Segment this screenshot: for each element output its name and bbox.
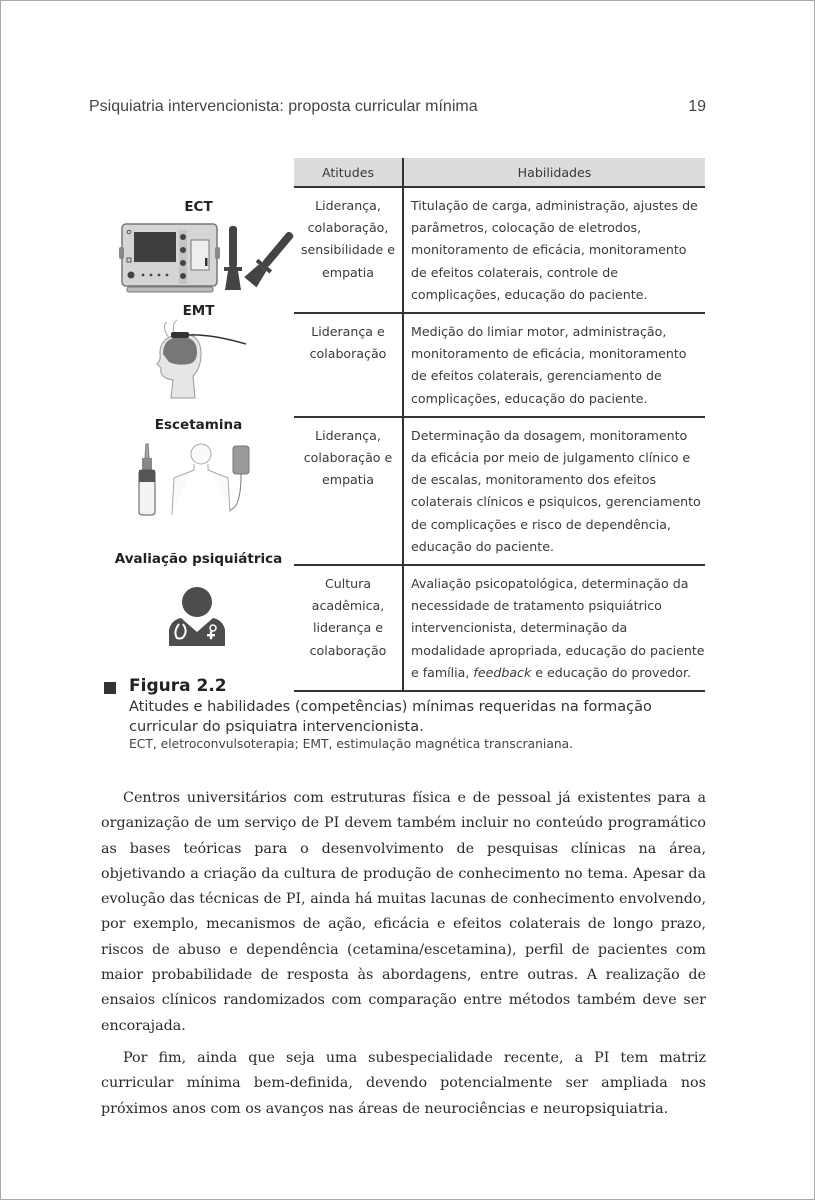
table-header-row [294, 158, 705, 187]
habilidades-cell: Determinação da dosagem, monitoramento da eficácia por meio de julgamento clínico e de escalas, monitoramento dos efeitos colaterais clínicos e psiquicos, gerenciamento de complicações e risco de dependência, educação do paciente. [403, 417, 705, 565]
caption-abbreviations: ECT, eletroconvulsoterapia; EMT, estimulação magnética transcraniana. [129, 737, 574, 751]
body-text [101, 786, 706, 1122]
atitudes-cell: Liderança e colaboração [294, 313, 403, 417]
running-head-title: Psiquiatria intervencionista: proposta curricular mínima [89, 98, 478, 115]
caption-square-icon [104, 682, 116, 694]
header-habilidades: Habilidades [403, 158, 705, 187]
table-row [294, 417, 705, 565]
atitudes-cell: Liderança, colaboração e empatia [294, 417, 403, 565]
competencies-table [294, 158, 705, 692]
row-label-emt: EMT [182, 303, 215, 319]
paragraph: Centros universitários com estruturas física e de pessoal já existentes para a organização de um serviço de PI devem também incluir no conteúdo programático as bases teóricas para o desenvolvimento de pesquisas clínicas na área, objetivando a criação da cultura de produção de conhecimento no tema. Apesar da evolução das técnicas de PI, ainda há muitas lacunas de conhecimento envolvendo, por exemplo, mecanismos de ação, eficácia e efeitos colaterais de longo prazo, riscos de abuso e dependência (cetamina/escetamina), perfil de pacientes com maior probabilidade de resposta às abordagens, entre outras. A realização de ensaios clínicos randomizados com comparação entre métodos também deve ser encorajada. [101, 790, 706, 1034]
habilidades-cell: Titulação de carga, administração, ajustes de parâmetros, colocação de eletrodos, monitoramento de eficácia, monitoramento de efeitos colaterais, controle de complicações, educação do paciente. [403, 187, 705, 313]
row-label-avaliacao: Avaliação psiquiátrica [114, 551, 283, 567]
habilidades-cell: Medição do limiar motor, administração, monitoramento de eficácia, monitoramento de efeitos colaterais, gerenciamento de complicações, educação do paciente. [403, 313, 705, 417]
header-atitudes: Atitudes [294, 158, 403, 187]
italic-term: feedback [473, 664, 532, 680]
tms-head-icon [151, 318, 251, 403]
atitudes-cell: Cultura acadêmica, liderança e colaboração [294, 565, 403, 691]
doctor-icon [167, 586, 227, 648]
ect-device-icon [119, 220, 299, 295]
caption-description: Atitudes e habilidades (competências) mínimas requeridas na formação curricular do psiquiatra intervencionista. [129, 699, 652, 735]
paragraph: Por fim, ainda que seja uma subespecialidade recente, a PI tem matriz curricular mínima bem-definida, devendo potencialmente ser ampliada nos próximos anos com os avanços nas áreas de neurociências e neuropsiquiatria. [101, 1049, 706, 1117]
table-row [294, 313, 705, 417]
row-label-escetamina: Escetamina [154, 417, 243, 433]
row-label-ect: ECT [184, 199, 213, 215]
caption-title: Figura 2.2 [129, 676, 227, 696]
running-head [89, 98, 706, 116]
table-row [294, 187, 705, 313]
esketamine-icon [136, 440, 261, 520]
table-row [294, 565, 705, 691]
habilidades-cell: Avaliação psicopatológica, determinação da necessidade de tratamento psiquiátrico intervencionista, determinação da modalidade apropriada, educação do paciente e família, feedback e educação do provedor. [403, 565, 705, 691]
atitudes-cell: Liderança, colaboração, sensibilidade e empatia [294, 187, 403, 313]
page-number: 19 [688, 98, 706, 115]
